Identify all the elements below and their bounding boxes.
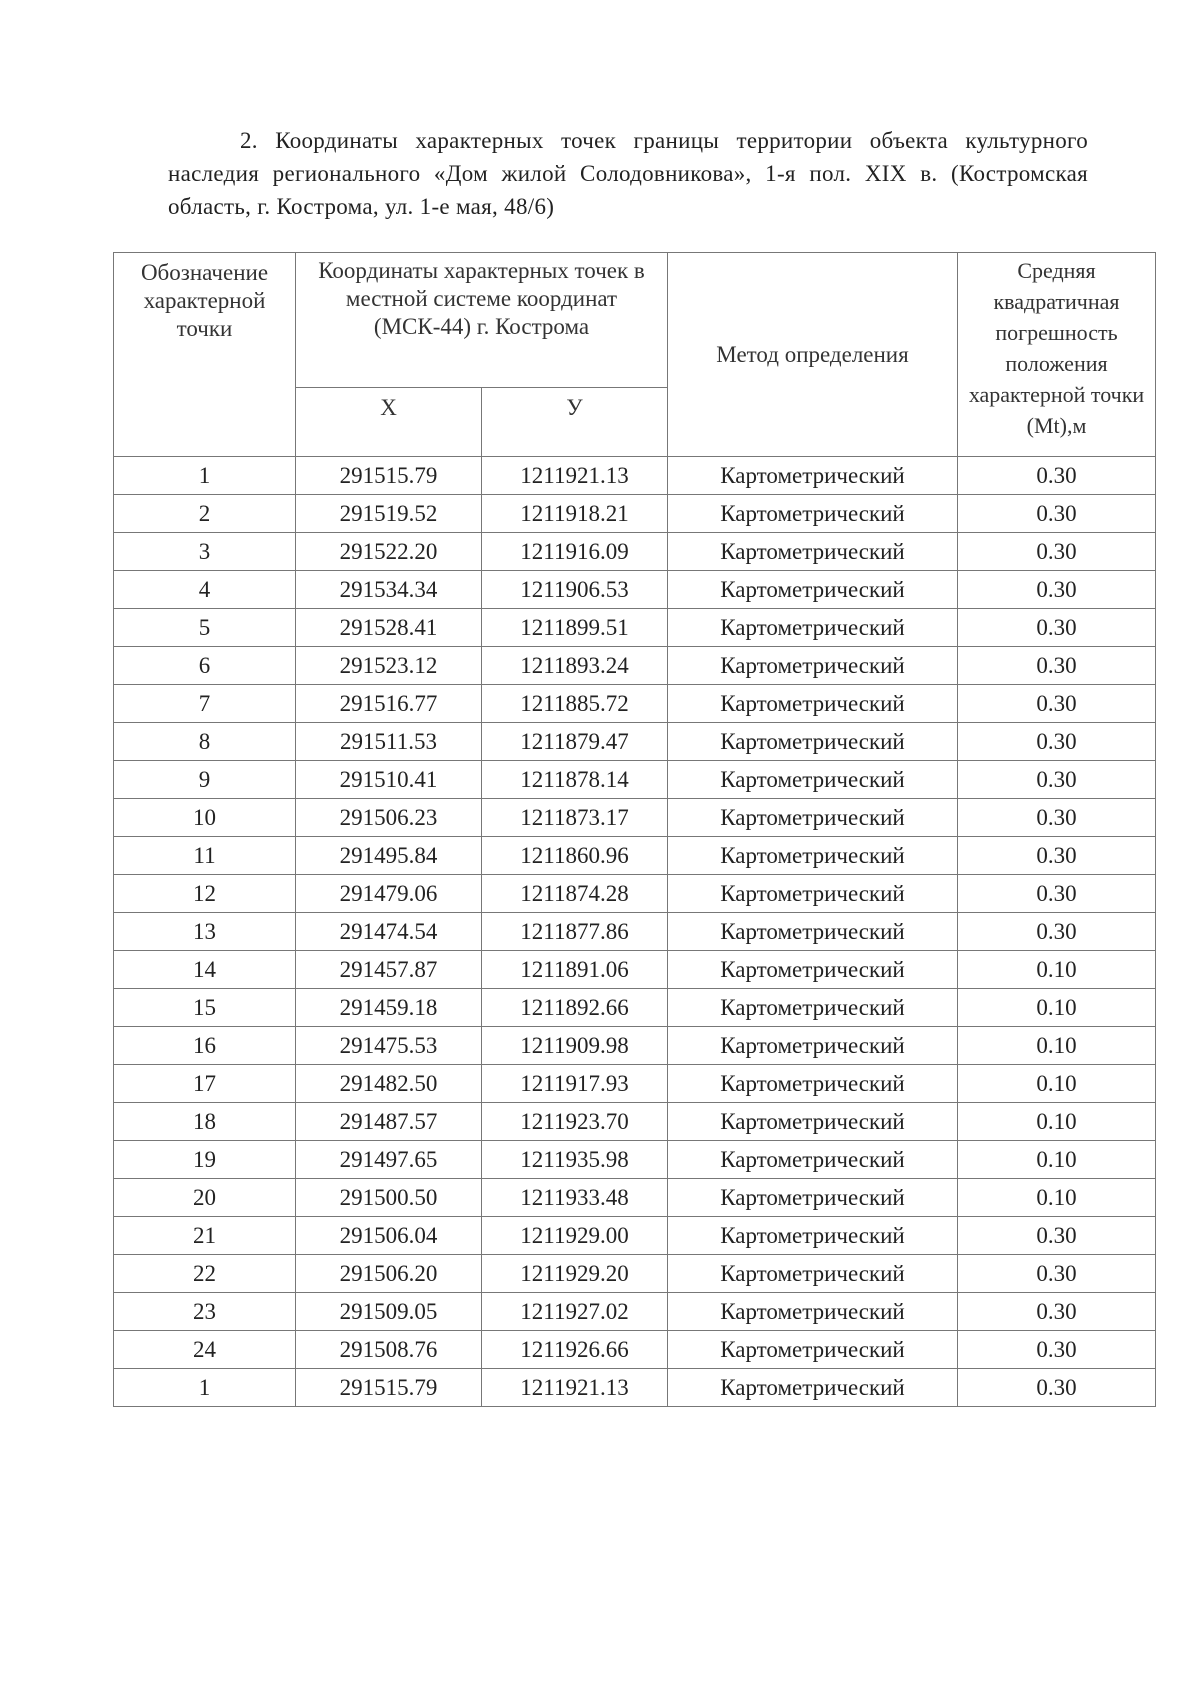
table-row (114, 647, 1156, 685)
cell-error: 0.30 (958, 647, 1156, 685)
cell-x: 291474.54 (296, 913, 482, 951)
cell-error: 0.30 (958, 533, 1156, 571)
table-row (114, 913, 1156, 951)
cell-error: 0.30 (958, 495, 1156, 533)
cell-y: 1211879.47 (482, 723, 668, 761)
cell-y: 1211929.00 (482, 1217, 668, 1255)
cell-error: 0.10 (958, 1103, 1156, 1141)
section-heading-text: 2. Координаты характерных точек границы территории объекта культурного наследия регионального «Дом жилой Солодовникова», 1-я пол. XIX в. (Костромская область, г. Кострома, ул. 1-е мая, 48/6) (168, 128, 1088, 219)
cell-y: 1211885.72 (482, 685, 668, 723)
cell-point: 2 (114, 495, 296, 533)
cell-x: 291519.52 (296, 495, 482, 533)
cell-method: Картометрический (668, 609, 958, 647)
cell-x: 291500.50 (296, 1179, 482, 1217)
cell-x: 291511.53 (296, 723, 482, 761)
cell-method: Картометрический (668, 685, 958, 723)
cell-method: Картометрический (668, 1179, 958, 1217)
cell-y: 1211874.28 (482, 875, 668, 913)
table-row (114, 685, 1156, 723)
cell-method: Картометрический (668, 1141, 958, 1179)
table-row (114, 799, 1156, 837)
cell-x: 291515.79 (296, 1369, 482, 1407)
cell-x: 291487.57 (296, 1103, 482, 1141)
header-method: Метод определения (668, 253, 958, 457)
cell-x: 291497.65 (296, 1141, 482, 1179)
cell-point: 10 (114, 799, 296, 837)
cell-error: 0.30 (958, 457, 1156, 495)
cell-y: 1211918.21 (482, 495, 668, 533)
cell-method: Картометрический (668, 571, 958, 609)
cell-method: Картометрический (668, 1369, 958, 1407)
cell-y: 1211935.98 (482, 1141, 668, 1179)
cell-y: 1211891.06 (482, 951, 668, 989)
table-row (114, 1065, 1156, 1103)
cell-x: 291482.50 (296, 1065, 482, 1103)
cell-point: 1 (114, 1369, 296, 1407)
cell-y: 1211899.51 (482, 609, 668, 647)
cell-point: 5 (114, 609, 296, 647)
header-coordinates: Координаты характерных точек в местной системе координат (МСК-44) г. Кострома (296, 253, 668, 388)
cell-point: 7 (114, 685, 296, 723)
cell-y: 1211921.13 (482, 1369, 668, 1407)
cell-point: 13 (114, 913, 296, 951)
cell-point: 24 (114, 1331, 296, 1369)
cell-point: 8 (114, 723, 296, 761)
cell-x: 291475.53 (296, 1027, 482, 1065)
table-row (114, 1141, 1156, 1179)
cell-error: 0.10 (958, 989, 1156, 1027)
cell-x: 291516.77 (296, 685, 482, 723)
cell-error: 0.30 (958, 837, 1156, 875)
cell-method: Картометрический (668, 951, 958, 989)
cell-error: 0.10 (958, 1065, 1156, 1103)
cell-error: 0.30 (958, 913, 1156, 951)
cell-error: 0.10 (958, 1141, 1156, 1179)
cell-y: 1211926.66 (482, 1331, 668, 1369)
cell-point: 9 (114, 761, 296, 799)
cell-y: 1211906.53 (482, 571, 668, 609)
cell-error: 0.30 (958, 1217, 1156, 1255)
table-row (114, 951, 1156, 989)
cell-error: 0.30 (958, 609, 1156, 647)
header-point: Обозначение характерной точки (114, 253, 296, 457)
cell-method: Картометрический (668, 989, 958, 1027)
table-row (114, 837, 1156, 875)
table-row (114, 609, 1156, 647)
cell-method: Картометрический (668, 1255, 958, 1293)
cell-method: Картометрический (668, 1027, 958, 1065)
cell-y: 1211878.14 (482, 761, 668, 799)
cell-point: 23 (114, 1293, 296, 1331)
cell-x: 291479.06 (296, 875, 482, 913)
cell-point: 15 (114, 989, 296, 1027)
cell-error: 0.30 (958, 1255, 1156, 1293)
cell-x: 291523.12 (296, 647, 482, 685)
cell-method: Картометрический (668, 495, 958, 533)
cell-method: Картометрический (668, 533, 958, 571)
cell-method: Картометрический (668, 875, 958, 913)
cell-point: 17 (114, 1065, 296, 1103)
cell-method: Картометрический (668, 1331, 958, 1369)
table-row (114, 1293, 1156, 1331)
table-row (114, 495, 1156, 533)
cell-method: Картометрический (668, 837, 958, 875)
cell-x: 291457.87 (296, 951, 482, 989)
table-header (114, 253, 1156, 457)
table-row (114, 875, 1156, 913)
cell-x: 291522.20 (296, 533, 482, 571)
cell-method: Картометрический (668, 647, 958, 685)
table-row (114, 571, 1156, 609)
cell-y: 1211916.09 (482, 533, 668, 571)
cell-method: Картометрический (668, 1293, 958, 1331)
cell-error: 0.30 (958, 1331, 1156, 1369)
table-body (114, 457, 1156, 1407)
table-row (114, 1179, 1156, 1217)
cell-error: 0.10 (958, 1179, 1156, 1217)
cell-error: 0.30 (958, 1369, 1156, 1407)
cell-x: 291528.41 (296, 609, 482, 647)
cell-y: 1211917.93 (482, 1065, 668, 1103)
table-row (114, 1331, 1156, 1369)
header-error: Средняя квадратичная погрешность положения характерной точки (Mt),м (958, 253, 1156, 457)
cell-x: 291506.04 (296, 1217, 482, 1255)
coordinates-table (113, 252, 1156, 1407)
cell-y: 1211909.98 (482, 1027, 668, 1065)
cell-y: 1211892.66 (482, 989, 668, 1027)
cell-y: 1211873.17 (482, 799, 668, 837)
cell-x: 291510.41 (296, 761, 482, 799)
cell-method: Картометрический (668, 723, 958, 761)
cell-y: 1211923.70 (482, 1103, 668, 1141)
cell-x: 291534.34 (296, 571, 482, 609)
cell-point: 12 (114, 875, 296, 913)
cell-method: Картометрический (668, 761, 958, 799)
cell-y: 1211927.02 (482, 1293, 668, 1331)
cell-point: 19 (114, 1141, 296, 1179)
cell-point: 22 (114, 1255, 296, 1293)
cell-point: 11 (114, 837, 296, 875)
cell-x: 291508.76 (296, 1331, 482, 1369)
table-row (114, 1369, 1156, 1407)
cell-method: Картометрический (668, 1103, 958, 1141)
cell-point: 14 (114, 951, 296, 989)
cell-error: 0.30 (958, 1293, 1156, 1331)
cell-point: 16 (114, 1027, 296, 1065)
cell-error: 0.30 (958, 799, 1156, 837)
cell-y: 1211921.13 (482, 457, 668, 495)
table-row (114, 1027, 1156, 1065)
cell-method: Картометрический (668, 1217, 958, 1255)
cell-method: Картометрический (668, 799, 958, 837)
cell-point: 4 (114, 571, 296, 609)
cell-x: 291495.84 (296, 837, 482, 875)
cell-error: 0.30 (958, 685, 1156, 723)
table-row (114, 457, 1156, 495)
table-row (114, 761, 1156, 799)
cell-x: 291509.05 (296, 1293, 482, 1331)
cell-y: 1211929.20 (482, 1255, 668, 1293)
table-row (114, 1103, 1156, 1141)
cell-point: 6 (114, 647, 296, 685)
cell-x: 291515.79 (296, 457, 482, 495)
cell-y: 1211877.86 (482, 913, 668, 951)
cell-error: 0.10 (958, 1027, 1156, 1065)
table-row (114, 989, 1156, 1027)
table-row (114, 723, 1156, 761)
cell-error: 0.30 (958, 761, 1156, 799)
cell-point: 18 (114, 1103, 296, 1141)
cell-point: 3 (114, 533, 296, 571)
section-heading (168, 124, 1088, 223)
cell-y: 1211860.96 (482, 837, 668, 875)
cell-method: Картометрический (668, 1065, 958, 1103)
table-row (114, 1217, 1156, 1255)
cell-point: 21 (114, 1217, 296, 1255)
cell-method: Картометрический (668, 913, 958, 951)
cell-error: 0.30 (958, 875, 1156, 913)
cell-y: 1211893.24 (482, 647, 668, 685)
cell-error: 0.30 (958, 723, 1156, 761)
table-row (114, 1255, 1156, 1293)
cell-x: 291459.18 (296, 989, 482, 1027)
cell-point: 20 (114, 1179, 296, 1217)
cell-method: Картометрический (668, 457, 958, 495)
cell-error: 0.10 (958, 951, 1156, 989)
header-y: У (482, 388, 668, 457)
cell-y: 1211933.48 (482, 1179, 668, 1217)
cell-point: 1 (114, 457, 296, 495)
table-row (114, 533, 1156, 571)
cell-error: 0.30 (958, 571, 1156, 609)
header-x: Х (296, 388, 482, 457)
cell-x: 291506.23 (296, 799, 482, 837)
cell-x: 291506.20 (296, 1255, 482, 1293)
